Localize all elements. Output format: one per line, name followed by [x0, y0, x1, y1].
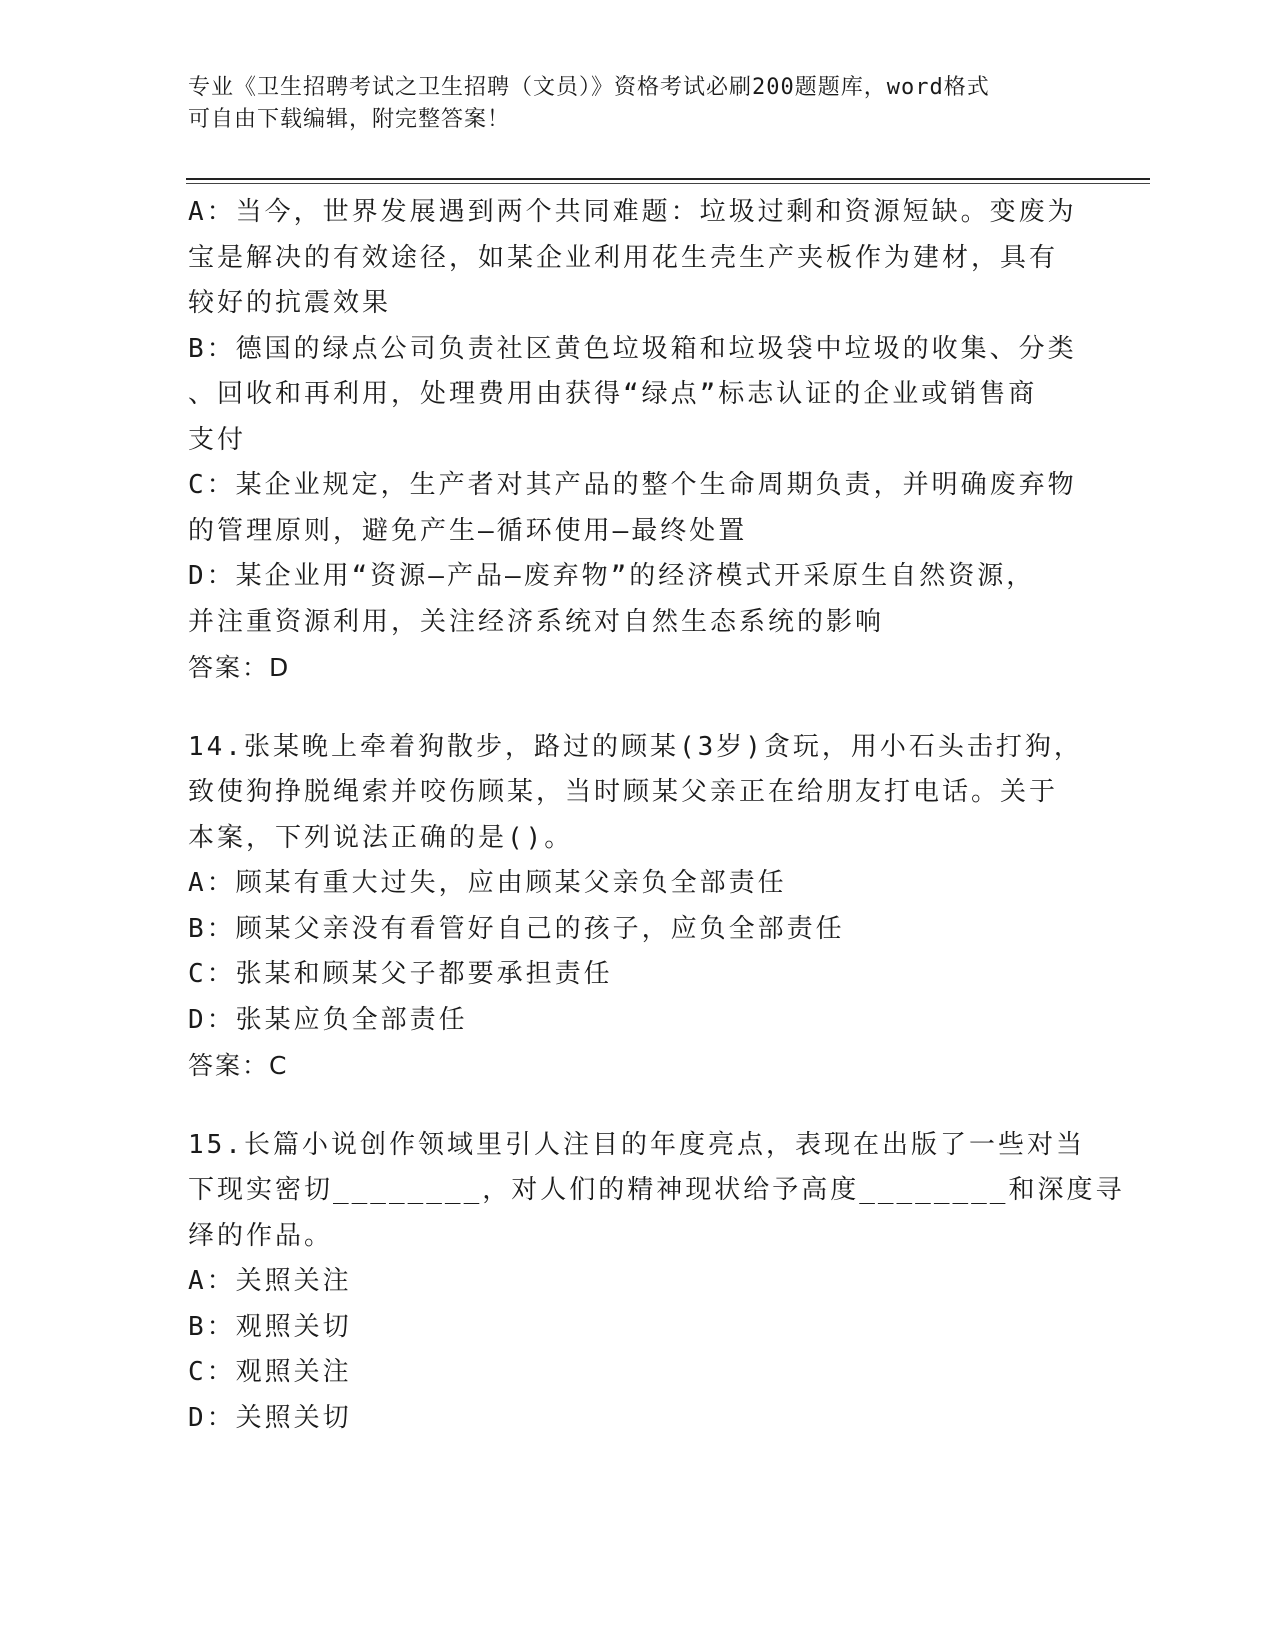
option-a	[188, 190, 1088, 327]
option-line: B：德国的绿点公司负责社区黄色垃圾箱和垃圾袋中垃圾的收集、分类	[188, 333, 1077, 364]
option-line: 并注重资源利用，关注经济系统对自然生态系统的影响	[188, 606, 885, 637]
stem-line: 14.张某晚上牵着狗散步，路过的顾某(3岁)贪玩，用小石头击打狗，	[188, 731, 1083, 762]
option-line: D：某企业用“资源—产品—废弃物”的经济模式开采原生自然资源，	[188, 561, 1036, 591]
option-b	[188, 327, 1088, 464]
spacer	[188, 691, 1088, 725]
option-line: A：当今，世界发展遇到两个共同难题：垃圾过剩和资源短缺。变废为	[188, 197, 1077, 227]
spacer	[188, 1089, 1088, 1123]
header-line-1: 专业《卫生招聘考试之卫生招聘（文员）》资格考试必刷200题题库，word格式	[188, 75, 990, 100]
option-d	[188, 554, 1088, 645]
option-c: C：观照关注	[188, 1357, 352, 1387]
stem-line: 15.长篇小说创作领域里引人注目的年度亮点，表现在出版了一些对当	[188, 1129, 1085, 1160]
question-stem	[188, 1123, 1125, 1260]
stem-line: 绎的作品。	[188, 1220, 334, 1251]
option-line: 较好的抗震效果	[188, 288, 392, 318]
stem-line: 下现实密切________，对人们的精神现状给予高度________和深度寻	[188, 1175, 1125, 1205]
question-14	[188, 725, 1088, 1089]
document-header	[188, 72, 1068, 136]
header-divider-thin	[186, 183, 1150, 184]
option-line: C：某企业规定，生产者对其产品的整个生命周期负责，并明确废弃物	[188, 470, 1077, 500]
option-d: D：关照关切	[188, 1402, 352, 1433]
option-line: 支付	[188, 424, 247, 455]
option-b: B：观照关切	[188, 1311, 352, 1342]
option-line: 的管理原则，避免产生—循环使用—最终处置	[188, 515, 748, 546]
option-a: A：关照关注	[188, 1266, 352, 1296]
question-stem	[188, 725, 1088, 862]
stem-line: 致使狗挣脱绳索并咬伤顾某，当时顾某父亲正在给朋友打电话。关于	[188, 777, 1059, 807]
header-line-2: 可自由下载编辑，附完整答案！	[188, 107, 511, 132]
option-line: 宝是解决的有效途径，如某企业利用花生壳生产夹板作为建材，具有	[188, 242, 1059, 273]
stem-line: 本案，下列说法正确的是()。	[188, 822, 574, 853]
option-c: C：张某和顾某父子都要承担责任	[188, 959, 613, 989]
option-d: D：张某应负全部责任	[188, 1004, 468, 1035]
option-c	[188, 463, 1088, 554]
option-b: B：顾某父亲没有看管好自己的孩子，应负全部责任	[188, 913, 845, 944]
question-13	[188, 190, 1088, 691]
option-line: 、回收和再利用，处理费用由获得“绿点”标志认证的企业或销售商	[188, 379, 1038, 409]
answer-label: 答案：C	[188, 1051, 289, 1080]
option-a: A：顾某有重大过失，应由顾某父亲负全部责任	[188, 868, 787, 898]
answer-label: 答案：D	[188, 653, 291, 682]
document-body	[188, 190, 1125, 1441]
header-divider-thick	[186, 178, 1150, 180]
question-15	[188, 1123, 1125, 1442]
